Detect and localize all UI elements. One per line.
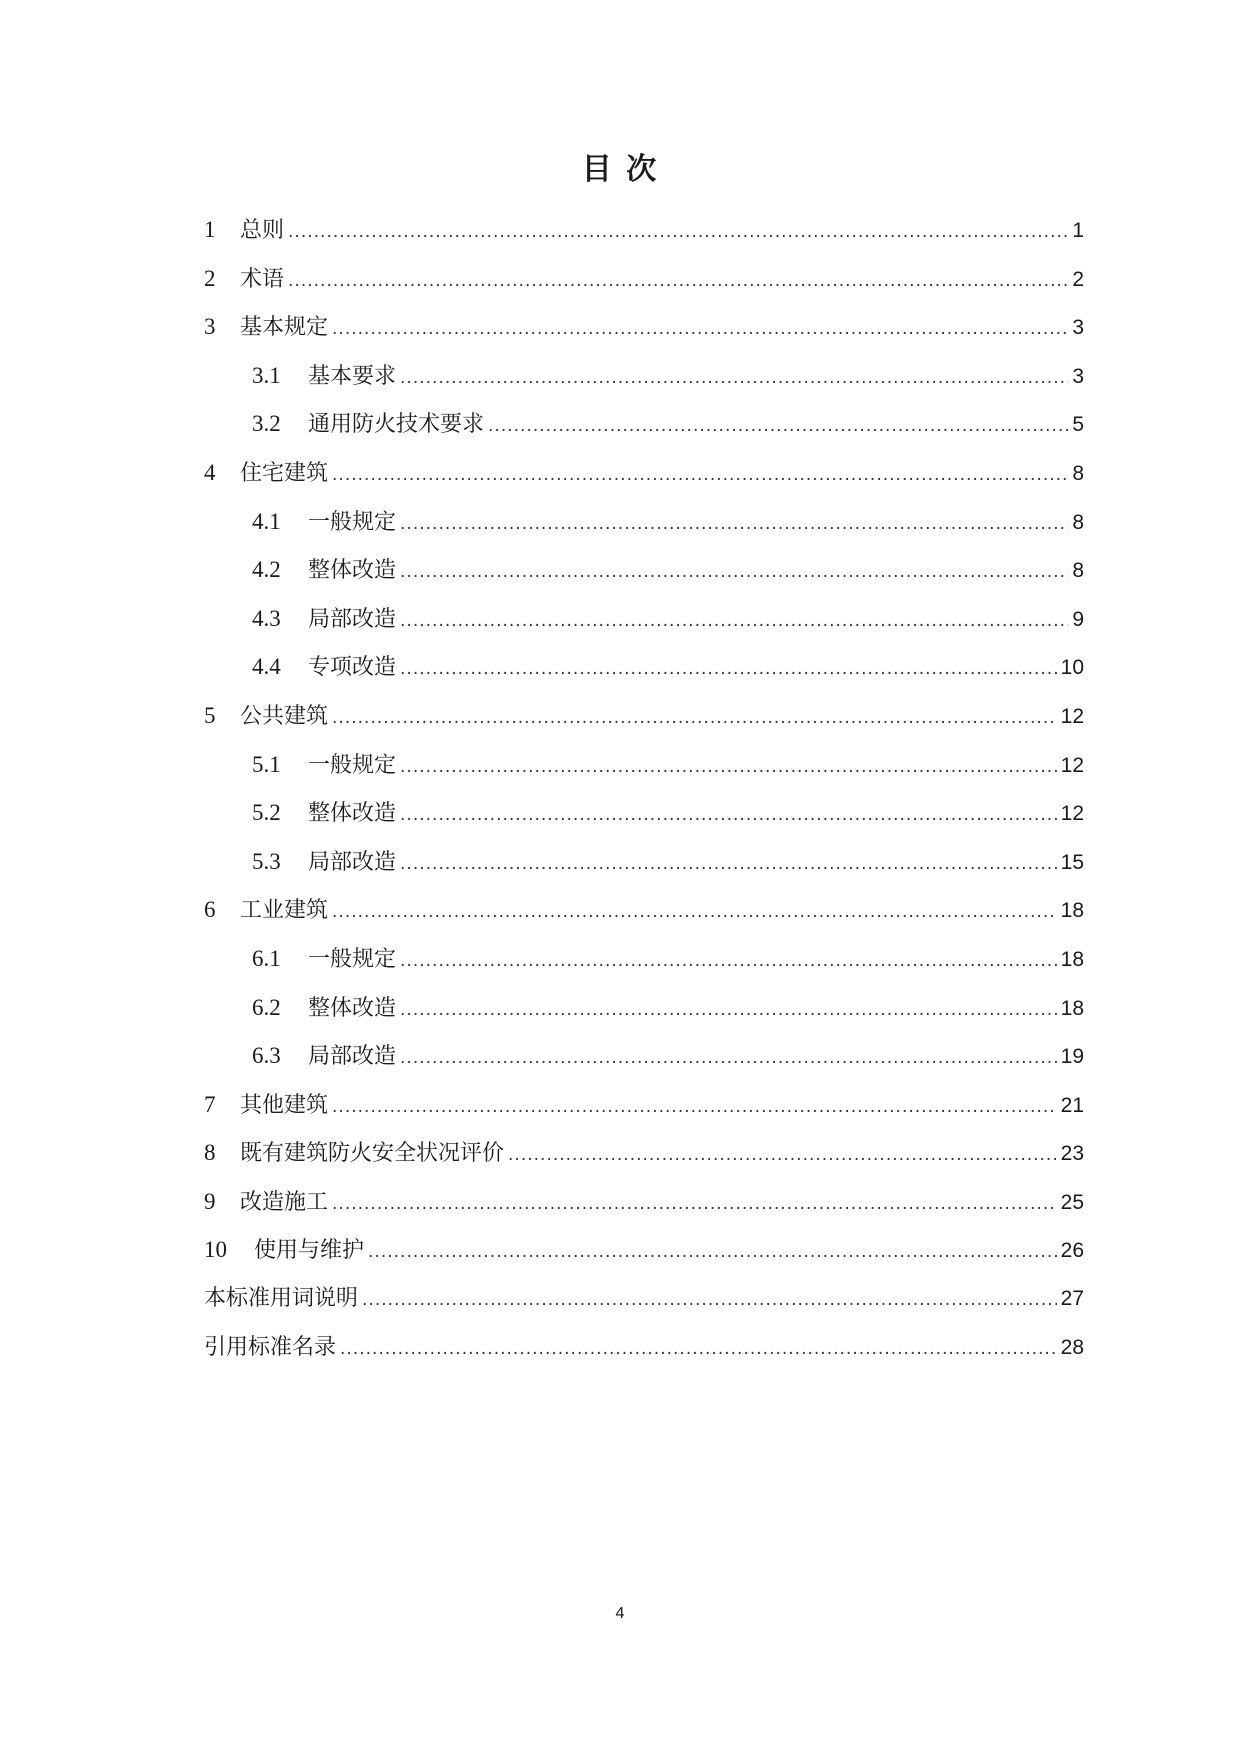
toc-entry-page: 18: [1060, 947, 1084, 971]
toc-entry-page: 26: [1060, 1239, 1084, 1263]
toc-entry-3[interactable]: [204, 312, 1084, 361]
toc-leader-dots: [400, 606, 1068, 636]
toc-leader-dots: [488, 411, 1068, 441]
toc-entry-page: 25: [1060, 1190, 1084, 1214]
toc-leader-dots: [400, 654, 1057, 684]
toc-leader-dots: [508, 1140, 1057, 1170]
toc-entry-5-3[interactable]: [204, 847, 1084, 896]
toc-entry-title: 通用防火技术要求: [308, 412, 485, 438]
toc-leader-dots: [362, 1285, 1057, 1315]
toc-entry-4-1[interactable]: [204, 507, 1084, 556]
toc-leader-dots: [332, 460, 1068, 490]
toc-entry-page: 8: [1072, 559, 1084, 583]
toc-entry-1[interactable]: [204, 215, 1084, 264]
toc-entry-page: 12: [1060, 753, 1084, 777]
toc-entry-6-1[interactable]: [204, 944, 1084, 993]
toc-entry-9[interactable]: [204, 1187, 1084, 1236]
toc-leader-dots: [400, 509, 1068, 539]
toc-entry-title: 术语: [240, 266, 285, 292]
toc-entry-title: 公共建筑: [240, 703, 329, 729]
toc-entry-number: 4.2: [252, 557, 281, 583]
toc-entry-number: 9: [204, 1188, 216, 1214]
toc-entry-title: 工业建筑: [240, 898, 329, 924]
toc-entry-number: 6.3: [252, 1043, 281, 1069]
toc-entry-title: 一般规定: [308, 946, 397, 972]
toc-entry-number: 3: [204, 314, 216, 340]
toc-leader-dots: [400, 752, 1057, 782]
toc-list: [204, 215, 1084, 1381]
toc-entry-title: 专项改造: [308, 655, 397, 681]
toc-leader-dots: [332, 1189, 1057, 1219]
toc-entry-terminology-note[interactable]: [204, 1284, 1084, 1333]
toc-entry-title: 本标准用词说明: [204, 1286, 359, 1312]
toc-entry-title: 其他建筑: [240, 1092, 329, 1118]
page-number: 4: [615, 1605, 625, 1622]
toc-entry-number: 5.1: [252, 751, 281, 777]
toc-entry-page: 2: [1072, 267, 1084, 291]
toc-entry-title: 既有建筑防火安全状况评价: [240, 1141, 505, 1167]
toc-entry-3-2[interactable]: [204, 409, 1084, 458]
toc-entry-number: 7: [204, 1091, 216, 1117]
toc-entry-title: 改造施工: [240, 1189, 329, 1215]
toc-entry-page: 18: [1060, 899, 1084, 923]
toc-leader-dots: [400, 995, 1057, 1025]
toc-entry-2[interactable]: [204, 264, 1084, 313]
toc-leader-dots: [400, 800, 1057, 830]
toc-entry-number: 4.4: [252, 654, 281, 680]
toc-entry-page: 8: [1072, 461, 1084, 485]
toc-entry-title: 整体改造: [308, 801, 397, 827]
toc-entry-number: 10: [204, 1237, 227, 1263]
toc-entry-page: 12: [1060, 704, 1084, 728]
toc-leader-dots: [340, 1334, 1057, 1364]
toc-entry-title: 总则: [240, 218, 285, 243]
toc-entry-5-1[interactable]: [204, 750, 1084, 799]
toc-leader-dots: [332, 314, 1068, 344]
toc-entry-number: 5.3: [252, 848, 281, 874]
toc-entry-title: 整体改造: [308, 995, 397, 1021]
toc-leader-dots: [400, 363, 1068, 393]
toc-leader-dots: [332, 703, 1057, 733]
toc-entry-7[interactable]: [204, 1090, 1084, 1139]
toc-entry-page: 9: [1072, 607, 1084, 631]
toc-leader-dots: [400, 849, 1057, 879]
toc-entry-5-2[interactable]: [204, 798, 1084, 847]
toc-entry-title: 局部改造: [308, 606, 397, 632]
toc-entry-page: 3: [1072, 316, 1084, 340]
toc-leader-dots: [400, 1043, 1057, 1073]
toc-entry-page: 18: [1060, 996, 1084, 1020]
toc-entry-number: 3.1: [252, 362, 281, 388]
toc-entry-6-3[interactable]: [204, 1041, 1084, 1090]
toc-entry-page: 23: [1060, 1142, 1084, 1166]
toc-entry-title: 局部改造: [308, 1044, 397, 1070]
toc-entry-title: 整体改造: [308, 558, 397, 584]
toc-entry-number: 1: [204, 217, 216, 242]
toc-leader-dots: [288, 266, 1068, 296]
toc-entry-number: 5.2: [252, 800, 281, 826]
toc-entry-page: 27: [1060, 1287, 1084, 1311]
toc-entry-3-1[interactable]: [204, 361, 1084, 410]
toc-entry-number: 2: [204, 265, 216, 291]
toc-entry-page: 10: [1060, 656, 1084, 680]
toc-entry-number: 6: [204, 897, 216, 923]
toc-entry-title: 基本要求: [308, 363, 397, 389]
toc-entry-8[interactable]: [204, 1138, 1084, 1187]
toc-entry-title: 基本规定: [240, 315, 329, 341]
toc-entry-4[interactable]: [204, 458, 1084, 507]
toc-entry-title: 一般规定: [308, 752, 397, 778]
toc-entry-referenced-standards[interactable]: [204, 1333, 1084, 1382]
toc-leader-dots: [368, 1237, 1057, 1267]
toc-entry-number: 3.2: [252, 411, 281, 437]
toc-leader-dots: [400, 557, 1068, 587]
toc-leader-dots: [332, 897, 1057, 927]
toc-entry-title: 引用标准名录: [204, 1334, 337, 1360]
toc-entry-number: 8: [204, 1140, 216, 1166]
toc-entry-5[interactable]: [204, 701, 1084, 750]
toc-leader-dots: [288, 217, 1068, 247]
toc-entry-number: 4: [204, 459, 216, 485]
toc-leader-dots: [332, 1092, 1057, 1122]
toc-entry-6[interactable]: [204, 895, 1084, 944]
toc-entry-page: 12: [1060, 802, 1084, 826]
toc-entry-number: 4.3: [252, 605, 281, 631]
toc-entry-title: 一般规定: [308, 509, 397, 535]
toc-entry-page: 19: [1060, 1045, 1084, 1069]
toc-entry-title: 住宅建筑: [240, 460, 329, 486]
toc-entry-6-2[interactable]: [204, 993, 1084, 1042]
toc-title: 目 次: [581, 152, 659, 187]
toc-entry-4-4[interactable]: [204, 652, 1084, 701]
toc-entry-4-3[interactable]: [204, 604, 1084, 653]
toc-entry-number: 4.1: [252, 508, 281, 534]
toc-entry-page: 8: [1072, 510, 1084, 534]
toc-leader-dots: [400, 946, 1057, 976]
toc-entry-10[interactable]: [204, 1235, 1084, 1284]
toc-entry-title: 使用与维护: [254, 1238, 365, 1264]
toc-entry-number: 5: [204, 702, 216, 728]
toc-entry-number: 6.1: [252, 945, 281, 971]
toc-entry-page: 15: [1060, 850, 1084, 874]
toc-entry-page: 1: [1072, 219, 1084, 242]
toc-entry-4-2[interactable]: [204, 555, 1084, 604]
toc-entry-page: 21: [1060, 1093, 1084, 1117]
toc-entry-page: 3: [1072, 364, 1084, 388]
toc-entry-number: 6.2: [252, 994, 281, 1020]
toc-entry-title: 局部改造: [308, 849, 397, 875]
toc-entry-page: 28: [1060, 1335, 1084, 1359]
toc-entry-page: 5: [1072, 413, 1084, 437]
